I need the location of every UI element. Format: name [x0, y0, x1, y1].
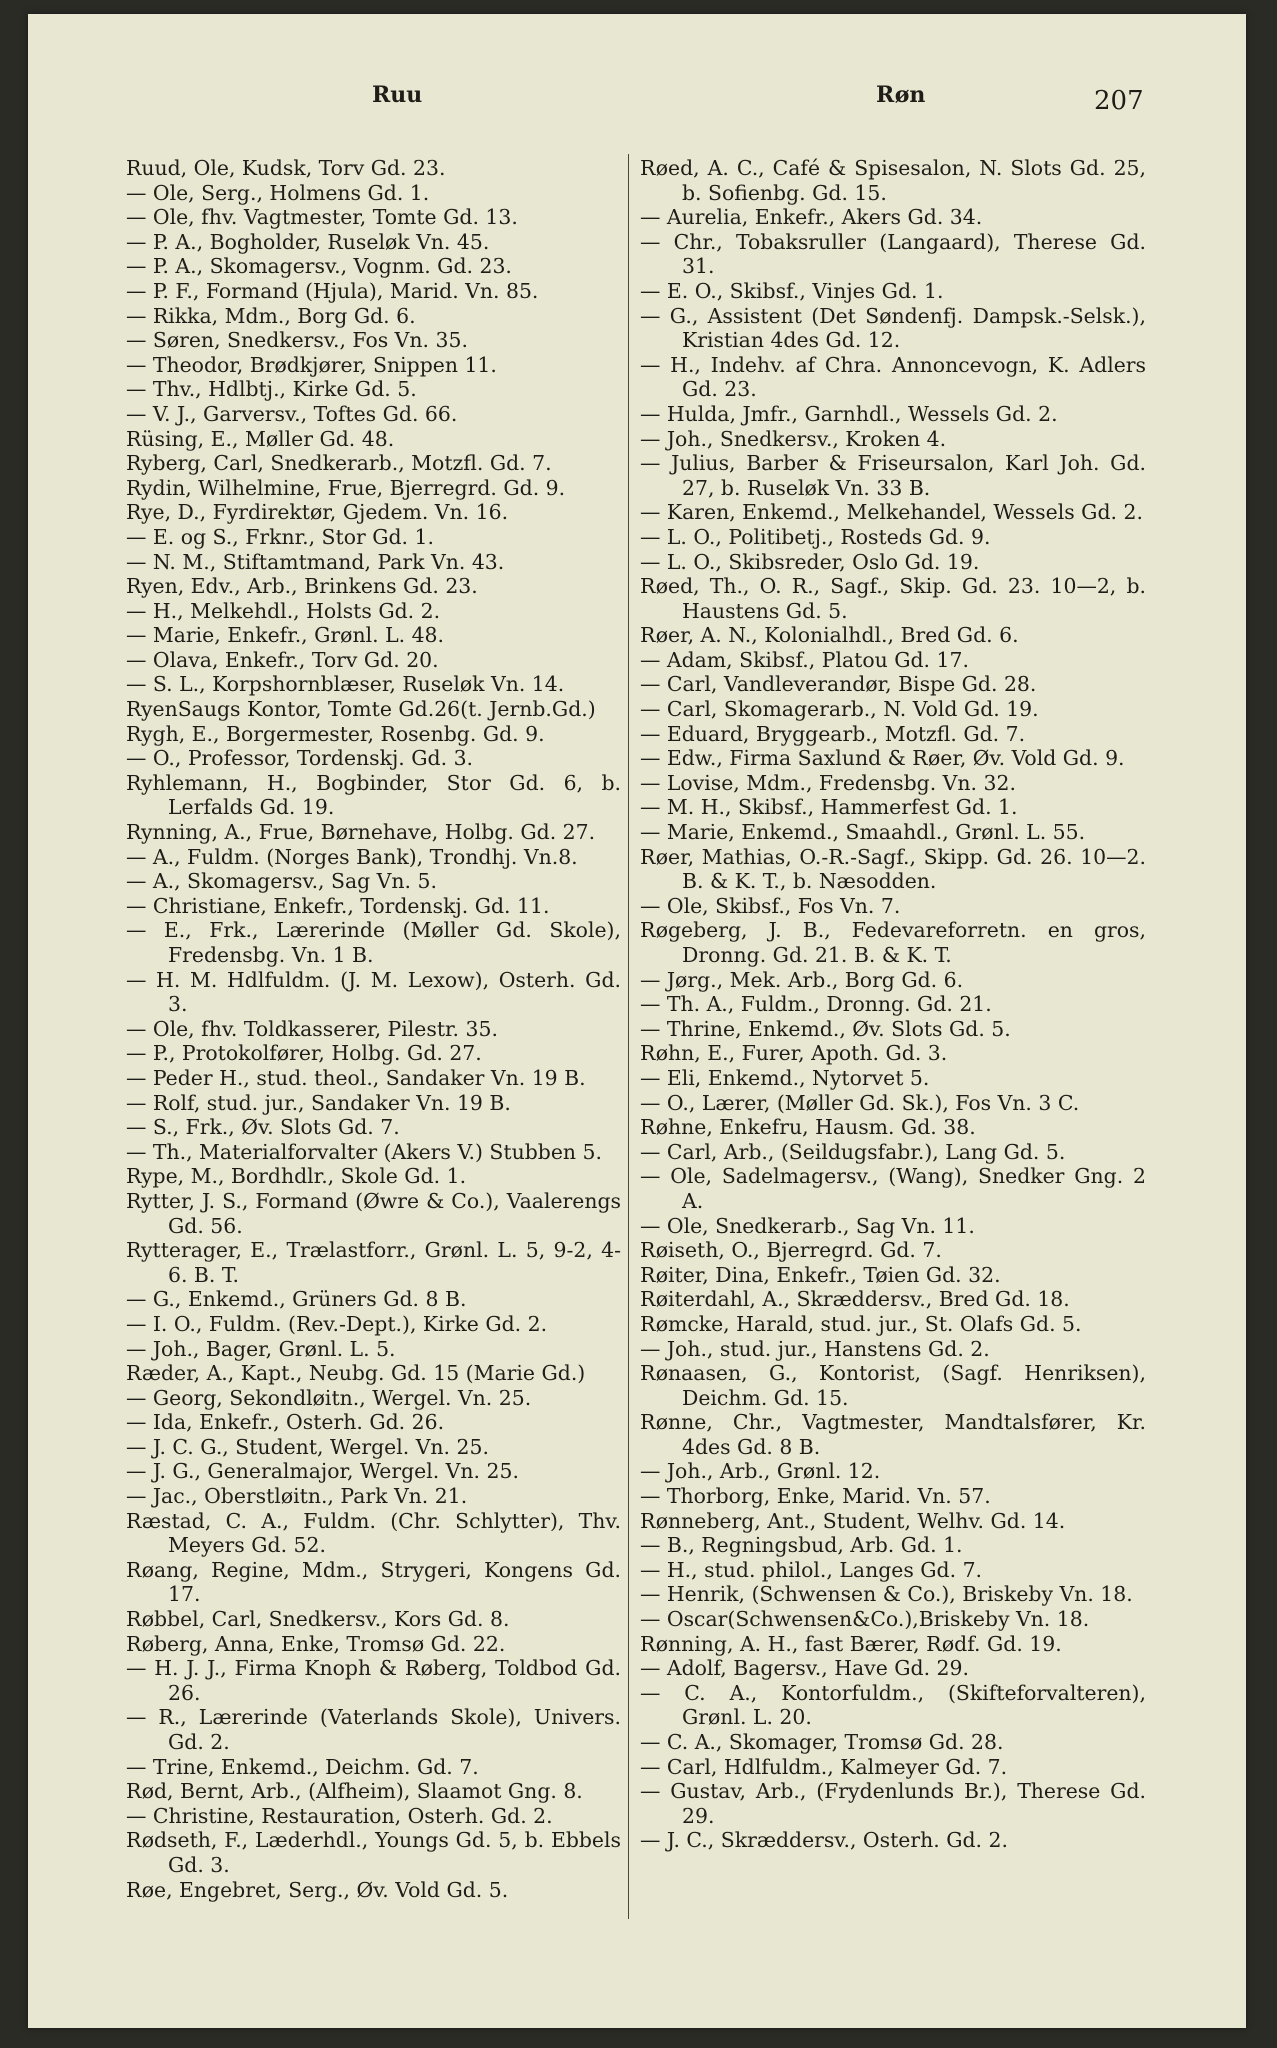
directory-entry: — Rikka, Mdm., Borg Gd. 6. — [126, 303, 416, 328]
directory-entry: — H. M. Hdlfuldm. (J. M. Lexow), Osterh. Gd. 3. — [126, 967, 621, 1017]
directory-entry: — Joh., stud. jur., Hanstens Gd. 2. — [640, 1336, 990, 1361]
directory-entry: Rype, M., Bordhdlr., Skole Gd. 1. — [126, 1164, 467, 1189]
directory-entry: — Trine, Enkemd., Deichm. Gd. 7. — [126, 1754, 479, 1779]
directory-entry: — Henrik, (Schwensen & Co.), Briskeby Vn. 18. — [640, 1582, 1133, 1607]
directory-entry: Rygh, E., Borgermester, Rosenbg. Gd. 9. — [126, 721, 545, 746]
directory-entry: Rye, D., Fyrdirektør, Gjedem. Vn. 16. — [126, 500, 509, 525]
directory-entry: — Jørg., Mek. Arb., Borg Gd. 6. — [640, 967, 964, 992]
directory-entry: — Rolf, stud. jur., Sandaker Vn. 19 B. — [126, 1090, 511, 1115]
directory-entry: — J. C., Skræddersv., Osterh. Gd. 2. — [640, 1828, 1008, 1853]
directory-entry: — A., Skomagersv., Sag Vn. 5. — [126, 869, 437, 894]
directory-entry: — Edw., Firma Saxlund & Røer, Øv. Vold Gd. 9. — [640, 746, 1125, 771]
directory-entry: Ruud, Ole, Kudsk, Torv Gd. 23. — [126, 156, 446, 180]
directory-entry: — Joh., Snedkersv., Kroken 4. — [640, 426, 947, 451]
directory-entry: Rønning, A. H., fast Bærer, Rødf. Gd. 19. — [640, 1631, 1062, 1656]
directory-entry: — S., Frk., Øv. Slots Gd. 7. — [126, 1115, 400, 1140]
directory-entry: — Ole, Skibsf., Fos Vn. 7. — [640, 893, 901, 918]
directory-entry: — Thrine, Enkemd., Øv. Slots Gd. 5. — [640, 1016, 1011, 1041]
directory-entry: Rynning, A., Frue, Børnehave, Holbg. Gd. 27. — [126, 820, 596, 845]
directory-entry: — Theodor, Brødkjører, Snippen 11. — [126, 352, 497, 377]
directory-entry: — Joh., Arb., Grønl. 12. — [640, 1459, 881, 1484]
directory-entry: — G., Assistent (Det Søndenfj. Dampsk.-Selsk.), Kristian 4des Gd. 12. — [640, 303, 1146, 353]
directory-entry: Rydin, Wilhelmine, Frue, Bjerregrd. Gd. 9. — [126, 475, 566, 500]
directory-entry: — Aurelia, Enkefr., Akers Gd. 34. — [640, 205, 983, 230]
directory-entry: — Julius, Barber & Friseursalon, Karl Joh. Gd. 27, b. Ruseløk Vn. 33 B. — [640, 451, 1146, 500]
directory-entry: — Carl, Hdlfuldm., Kalmeyer Gd. 7. — [640, 1754, 1008, 1779]
directory-entry: — Joh., Bager, Grønl. L. 5. — [126, 1336, 396, 1361]
page-number: 207 — [1094, 86, 1144, 116]
right-column — [640, 156, 1146, 1853]
directory-entry: Rømcke, Harald, stud. jur., St. Olafs Gd. 5. — [640, 1311, 1082, 1336]
directory-entry: — Karen, Enkemd., Melkehandel, Wessels Gd. 2. — [640, 500, 1143, 525]
directory-entry: — Ole, fhv. Toldkasserer, Pilestr. 35. — [126, 1016, 498, 1041]
directory-entry: — Peder H., stud. theol., Sandaker Vn. 19 B. — [126, 1065, 586, 1090]
directory-entry: Rønne, Chr., Vagtmester, Mandtalsfører, Kr. 4des Gd. 8 B. — [640, 1410, 1146, 1459]
directory-entry: — P. F., Formand (Hjula), Marid. Vn. 85. — [126, 278, 539, 303]
directory-entry: — L. O., Politibetj., Rosteds Gd. 9. — [640, 524, 991, 549]
directory-entry: — Oscar(Schwensen&Co.),Briskeby Vn. 18. — [640, 1607, 1090, 1632]
directory-entry: — E., Frk., Lærerinde (Møller Gd. Skole), Fredensbg. Vn. 1 B. — [126, 918, 621, 967]
directory-entry: — Jac., Oberstløitn., Park Vn. 21. — [126, 1484, 468, 1509]
directory-entry: — Carl, Arb., (Seildugsfabr.), Lang Gd. 5. — [640, 1139, 1066, 1164]
directory-entry: — H., stud. philol., Langes Gd. 7. — [640, 1557, 983, 1582]
directory-entry: Ryberg, Carl, Snedkerarb., Motzfl. Gd. 7. — [126, 451, 552, 476]
running-head-left: Ruu — [372, 82, 423, 108]
directory-entry: Røang, Regine, Mdm., Strygeri, Kongens Gd. 17. — [126, 1557, 621, 1607]
directory-entry: — H. J. J., Firma Knoph & Røberg, Toldbod Gd. 26. — [126, 1656, 621, 1705]
directory-entry: — H., Melkehdl., Holsts Gd. 2. — [126, 598, 441, 623]
directory-entry: — C. A., Kontorfuldm., (Skifteforvalteren), Grønl. L. 20. — [640, 1680, 1146, 1730]
directory-entry: — Thorborg, Enke, Marid. Vn. 57. — [640, 1484, 991, 1509]
directory-entry: — Th., Materialforvalter (Akers V.) Stubben 5. — [126, 1139, 602, 1164]
directory-entry: — I. O., Fuldm. (Rev.-Dept.), Kirke Gd. 2. — [126, 1311, 548, 1336]
directory-entry: — J. C. G., Student, Wergel. Vn. 25. — [126, 1434, 489, 1459]
directory-entry: Røhn, E., Furer, Apoth. Gd. 3. — [640, 1041, 948, 1066]
directory-entry: — E. og S., Frknr., Stor Gd. 1. — [126, 524, 434, 549]
directory-entry: — H., Indehv. af Chra. Annoncevogn, K. Adlers Gd. 23. — [640, 352, 1146, 402]
directory-entry: — A., Fuldm. (Norges Bank), Trondhj. Vn.8. — [126, 844, 578, 869]
directory-entry: — Ole, fhv. Vagtmester, Tomte Gd. 13. — [126, 205, 518, 230]
directory-entry: — G., Enkemd., Grüners Gd. 8 B. — [126, 1287, 467, 1312]
directory-entry: — Carl, Vandleverandør, Bispe Gd. 28. — [640, 672, 1037, 697]
directory-entry: RyenSaugs Kontor, Tomte Gd.26(t. Jernb.Gd.) — [126, 697, 596, 722]
directory-entry: — O., Lærer, (Møller Gd. Sk.), Fos Vn. 3 C. — [640, 1090, 1080, 1115]
directory-entry: Røgeberg, J. B., Fedevareforretn. en gros, Dronng. Gd. 21. B. & K. T. — [640, 918, 1146, 967]
directory-entry: — Eduard, Bryggearb., Motzfl. Gd. 7. — [640, 721, 1026, 746]
directory-entry: — Ida, Enkefr., Osterh. Gd. 26. — [126, 1410, 445, 1435]
directory-entry: — P. A., Bogholder, Ruseløk Vn. 45. — [126, 229, 490, 254]
directory-entry: Ryhlemann, H., Bogbinder, Stor Gd. 6, b. Lerfalds Gd. 19. — [126, 770, 621, 820]
directory-entry: — Christiane, Enkefr., Tordenskj. Gd. 11. — [126, 893, 550, 918]
directory-entry: — P., Protokolfører, Holbg. Gd. 27. — [126, 1041, 482, 1066]
directory-entry: Røhne, Enkefru, Hausm. Gd. 38. — [640, 1115, 976, 1140]
directory-entry: Røiseth, O., Bjerregrd. Gd. 7. — [640, 1238, 942, 1263]
directory-entry: Røed, A. C., Café & Spisesalon, N. Slots Gd. 25, b. Sofienbg. Gd. 15. — [640, 156, 1146, 205]
directory-entry: Rønaasen, G., Kontorist, (Sagf. Henriksen), Deichm. Gd. 15. — [640, 1361, 1146, 1410]
directory-entry: — Thv., Hdlbtj., Kirke Gd. 5. — [126, 377, 417, 402]
directory-entry: — P. A., Skomagersv., Vognm. Gd. 23. — [126, 254, 512, 279]
directory-entry: Røer, Mathias, O.-R.-Sagf., Skipp. Gd. 26. 10—2. B. & K. T., b. Næsodden. — [640, 844, 1146, 894]
directory-entry: — Th. A., Fuldm., Dronng. Gd. 21. — [640, 992, 992, 1017]
directory-entry: Rødseth, F., Læderhdl., Youngs Gd. 5, b. Ebbels Gd. 3. — [126, 1828, 621, 1877]
directory-entry: Rüsing, E., Møller Gd. 48. — [126, 426, 395, 451]
directory-entry: Rytterager, E., Trælastforr., Grønl. L. 5, 9-2, 4-6. B. T. — [126, 1238, 621, 1287]
directory-entry: Røberg, Anna, Enke, Tromsø Gd. 22. — [126, 1631, 506, 1656]
directory-entry: — L. O., Skibsreder, Oslo Gd. 19. — [640, 549, 980, 574]
directory-entry: — Olava, Enkefr., Torv Gd. 20. — [126, 647, 439, 672]
running-head-right: Røn — [876, 82, 926, 108]
directory-entry: Rytter, J. S., Formand (Øwre & Co.), Vaalerengs Gd. 56. — [126, 1188, 621, 1238]
directory-entry: Røer, A. N., Kolonialhdl., Bred Gd. 6. — [640, 623, 1019, 648]
directory-page — [28, 14, 1246, 2028]
directory-entry: — N. M., Stiftamtmand, Park Vn. 43. — [126, 549, 505, 574]
directory-entry: — R., Lærerinde (Vaterlands Skole), Univers. Gd. 2. — [126, 1705, 621, 1754]
directory-entry: — Christine, Restauration, Osterh. Gd. 2. — [126, 1803, 553, 1828]
directory-entry: — Chr., Tobaksruller (Langaard), Therese Gd. 31. — [640, 229, 1146, 279]
directory-entry: — C. A., Skomager, Tromsø Gd. 28. — [640, 1730, 1004, 1754]
directory-entry: — Eli, Enkemd., Nytorvet 5. — [640, 1065, 930, 1090]
directory-entry: Røiterdahl, A., Skræddersv., Bred Gd. 18. — [640, 1287, 1070, 1312]
directory-entry: — Gustav, Arb., (Frydenlunds Br.), Therese Gd. 29. — [640, 1779, 1146, 1828]
directory-entry: — M. H., Skibsf., Hammerfest Gd. 1. — [640, 795, 1018, 820]
directory-entry: — E. O., Skibsf., Vinjes Gd. 1. — [640, 278, 944, 303]
directory-entry: Rød, Bernt, Arb., (Alfheim), Slaamot Gng. 8. — [126, 1779, 583, 1804]
directory-entry: — V. J., Garversv., Toftes Gd. 66. — [126, 401, 458, 426]
directory-entry: — Ole, Serg., Holmens Gd. 1. — [126, 180, 430, 205]
directory-entry: — Carl, Skomagerarb., N. Vold Gd. 19. — [640, 697, 1039, 722]
directory-entry: Ræder, A., Kapt., Neubg. Gd. 15 (Marie Gd.) — [126, 1361, 586, 1386]
directory-entry: Ryen, Edv., Arb., Brinkens Gd. 23. — [126, 574, 478, 599]
directory-entry: — Hulda, Jmfr., Garnhdl., Wessels Gd. 2. — [640, 401, 1058, 426]
directory-entry: — Ole, Snedkerarb., Sag Vn. 11. — [640, 1213, 975, 1238]
directory-entry: — Marie, Enkemd., Smaahdl., Grønl. L. 55. — [640, 820, 1086, 845]
directory-entry: Røbbel, Carl, Snedkersv., Kors Gd. 8. — [126, 1607, 510, 1632]
directory-entry: — Marie, Enkefr., Grønl. L. 48. — [126, 623, 445, 648]
directory-entry: — Lovise, Mdm., Fredensbg. Vn. 32. — [640, 770, 1016, 795]
column-divider — [628, 154, 629, 1919]
directory-entry: — Georg, Sekondløitn., Wergel. Vn. 25. — [126, 1385, 532, 1410]
directory-entry: Røiter, Dina, Enkefr., Tøien Gd. 32. — [640, 1262, 1001, 1287]
directory-entry: — Ole, Sadelmagersv., (Wang), Snedker Gng. 2 A. — [640, 1164, 1146, 1213]
directory-entry: — B., Regningsbud, Arb. Gd. 1. — [640, 1533, 963, 1558]
left-column — [126, 156, 621, 1902]
directory-entry: — O., Professor, Tordenskj. Gd. 3. — [126, 746, 474, 771]
directory-entry: — Adam, Skibsf., Platou Gd. 17. — [640, 647, 969, 672]
directory-entry: — S. L., Korpshornblæser, Ruseløk Vn. 14. — [126, 672, 565, 697]
directory-entry: Rønneberg, Ant., Student, Welhv. Gd. 14. — [640, 1508, 1066, 1533]
directory-entry: — Søren, Snedkersv., Fos Vn. 35. — [126, 328, 468, 353]
directory-entry: — Adolf, Bagersv., Have Gd. 29. — [640, 1656, 969, 1681]
directory-entry: Røe, Engebret, Serg., Øv. Vold Gd. 5. — [126, 1877, 509, 1902]
directory-entry: — J. G., Generalmajor, Wergel. Vn. 25. — [126, 1459, 519, 1484]
directory-entry: Røed, Th., O. R., Sagf., Skip. Gd. 23. 10—2, b. Haustens Gd. 5. — [640, 574, 1146, 623]
directory-entry: Ræstad, C. A., Fuldm. (Chr. Schlytter), Thv. Meyers Gd. 52. — [126, 1508, 621, 1558]
